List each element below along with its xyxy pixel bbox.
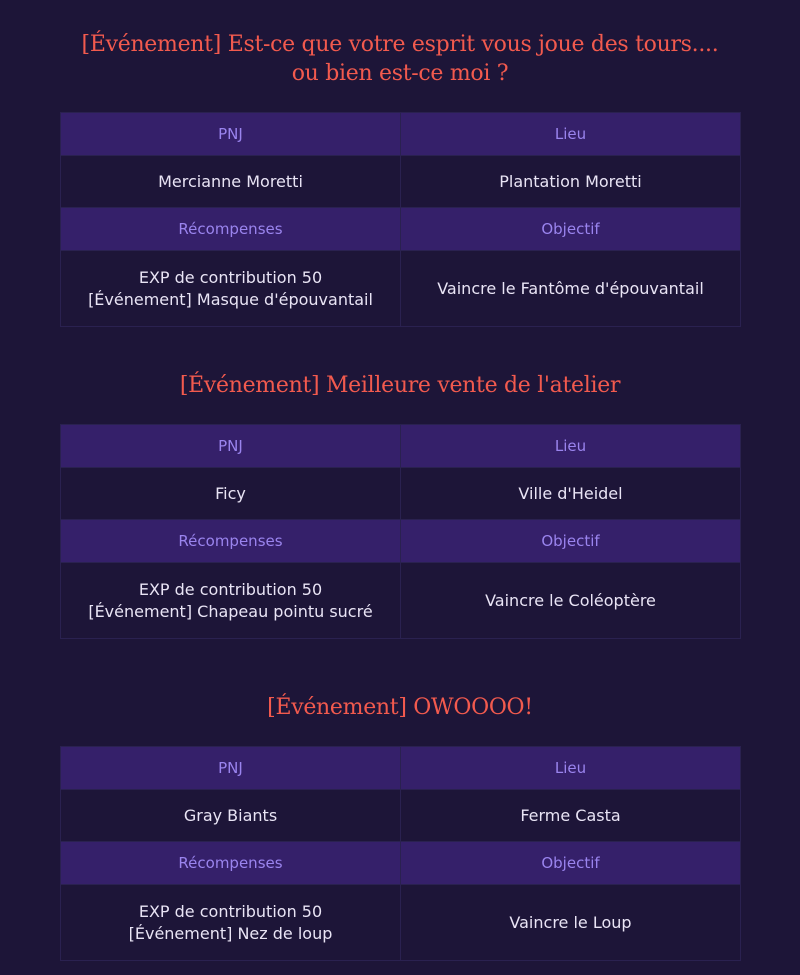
npc-value: Mercianne Moretti <box>61 156 401 208</box>
location-header: Lieu <box>401 747 741 790</box>
table-header-row <box>61 842 741 885</box>
table-row <box>61 790 741 842</box>
objective-header: Objectif <box>401 208 741 251</box>
table-row <box>61 885 741 961</box>
event-title-line: ou bien est-ce moi ? <box>291 61 509 86</box>
event-title-line: [Événement] OWOOOO! <box>267 695 533 720</box>
rewards-value <box>61 563 401 639</box>
npc-header: PNJ <box>61 425 401 468</box>
objective-value: Vaincre le Coléoptère <box>401 563 741 639</box>
reward-item: [Événement] Nez de loup <box>128 923 333 943</box>
location-header: Lieu <box>401 113 741 156</box>
location-value: Ville d'Heidel <box>401 468 741 520</box>
event-title <box>60 30 740 88</box>
quest-table <box>60 746 741 961</box>
event-title-line: [Événement] Est-ce que votre esprit vous joue des tours.... <box>81 32 719 57</box>
table-row <box>61 251 741 327</box>
event-title <box>60 693 740 722</box>
location-value: Ferme Casta <box>401 790 741 842</box>
table-row <box>61 156 741 208</box>
reward-item: EXP de contribution 50 <box>138 901 323 921</box>
table-header-row <box>61 425 741 468</box>
rewards-value <box>61 251 401 327</box>
table-row <box>61 563 741 639</box>
reward-item: [Événement] Masque d'épouvantail <box>88 289 373 309</box>
reward-item: [Événement] Chapeau pointu sucré <box>88 601 373 621</box>
rewards-header: Récompenses <box>61 842 401 885</box>
npc-value: Ficy <box>61 468 401 520</box>
location-header: Lieu <box>401 425 741 468</box>
table-header-row <box>61 113 741 156</box>
table-row <box>61 468 741 520</box>
reward-item: EXP de contribution 50 <box>138 267 323 287</box>
npc-value: Gray Biants <box>61 790 401 842</box>
objective-header: Objectif <box>401 520 741 563</box>
objective-header: Objectif <box>401 842 741 885</box>
table-header-row <box>61 747 741 790</box>
rewards-value <box>61 885 401 961</box>
location-value: Plantation Moretti <box>401 156 741 208</box>
rewards-header: Récompenses <box>61 208 401 251</box>
rewards-header: Récompenses <box>61 520 401 563</box>
npc-header: PNJ <box>61 113 401 156</box>
table-header-row <box>61 208 741 251</box>
objective-value: Vaincre le Fantôme d'épouvantail <box>401 251 741 327</box>
quest-table <box>60 424 741 639</box>
table-header-row <box>61 520 741 563</box>
event-title-line: [Événement] Meilleure vente de l'atelier <box>179 373 621 398</box>
reward-item: EXP de contribution 50 <box>138 579 323 599</box>
objective-value: Vaincre le Loup <box>401 885 741 961</box>
event-title <box>60 371 740 400</box>
npc-header: PNJ <box>61 747 401 790</box>
quest-table <box>60 112 741 327</box>
